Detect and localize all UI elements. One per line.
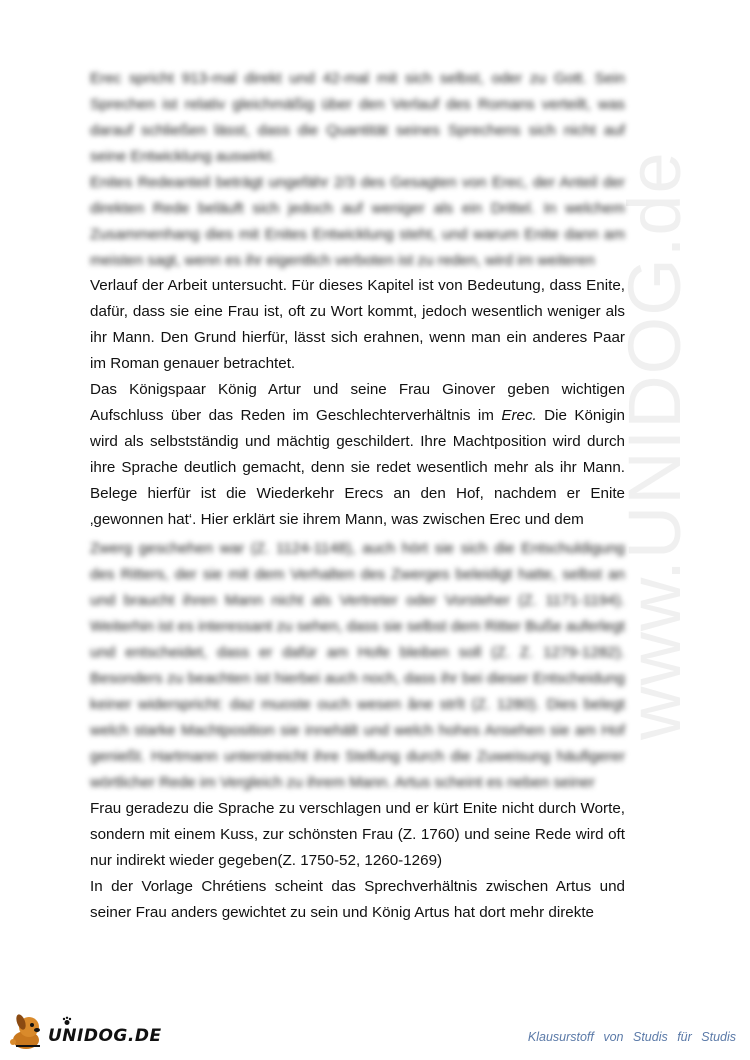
blurred-paragraph-middle (90, 536, 625, 800)
logo-text: UNIDOG.DE (48, 1026, 162, 1046)
unidog-logo (4, 1010, 164, 1054)
watermark-text: www.UNIDOG.de (613, 151, 696, 740)
blurred-paragraphs-top (90, 66, 625, 273)
paw-icon (62, 1016, 72, 1026)
footer-tagline: Klausurstoff von Studis für Studis (527, 1030, 736, 1044)
paragraph: Verlauf der Arbeit untersucht. Für dieses Kapitel ist von Bedeutung, dass Enite, dafür, dass sie eine Frau ist, oft zu Wort kommt, jedoch wesentlich weniger als ihr Mann. Den Grund hierfür, lässt sich erahnen, wenn man ein anderes Paar im Roman genauer betrachtet. (90, 277, 625, 372)
text-run: Das Königspaar König Artur und seine Frau Ginover geben wichtigen Aufschluss über das Reden im Geschlechterverhältnis im (90, 381, 625, 424)
paragraph: In der Vorlage Chrétiens scheint das Sprechverhältnis zwischen Artus und seiner Frau anders gewichtet zu sein und König Artus hat dort mehr direkte (90, 878, 625, 921)
paragraph: Erec spricht 913-mal direkt und 42-mal mit sich selbst, oder zu Gott. Sein Sprechen ist relativ gleichmäßig über den Verlauf des Romans verteilt, was darauf schließen lässt, dass die Quantität seines Sprechens sich nicht auf seine Entwicklung auswirkt. (90, 70, 625, 165)
paragraph: Frau geradezu die Sprache zu verschlagen und er kürt Enite nicht durch Worte, sondern mit einem Kuss, zur schönsten Frau (Z. 1760) und seine Rede wird oft nur indirekt wieder gegeben(Z. 1750-52, 1260-1269) (90, 800, 625, 869)
paragraph (90, 377, 625, 533)
visible-paragraphs-bottom (90, 796, 625, 926)
dog-mascot-icon (4, 1010, 48, 1054)
paragraph: Zwerg geschehen war (Z. 1124-1148), auch hört sie sich die Entschuldigung des Ritters, der sie mit dem Verhalten des Zwerges beleidigt hatte, selbst an und braucht ihren Mann nicht als Vertreter oder Vorsteher (Z. 1171-1194). Weiterhin ist es interessant zu sehen, dass sie selbst dem Ritter Buße auferlegt und entscheidet, dass er dafür am Hofe bleiben soll (Z. Z. 1279-1282). Besonders zu beachten ist hierbei auch noch, dass ihr bei dieser Entscheidung keiner widerspricht: daz muoste ouch wesen âne strît (Z. 1280). Dies belegt welch starke Machtposition sie innehält und welch hohes Ansehen sie am Hof genießt. Hartmann unterstreicht ihre Stellung durch die Zuweisung häufigerer wörtlicher Rede im Vergleich zu ihrem Mann. Artus scheint es neben seiner (90, 540, 625, 791)
paragraph: Enites Redeanteil beträgt ungefähr 2/3 des Gesagten von Erec, der Anteil der direkten Rede beläuft sich jedoch auf weniger als ein Drittel. In welchem Zusammenhang dies mit Enites Entwicklung steht, und warum Enite dann am meisten sagt, wenn es ihr eigentlich verboten ist zu reden, wird im weiteren (90, 174, 625, 269)
text-run: Die Königin wird als selbstständig und mächtig geschildert. Ihre Machtposition wird durch ihre Sprache deutlich gemacht, denn sie redet wesentlich mehr als ihr Mann. Belege hierfür ist die Wiederkehr Erecs an den Hof, nachdem er Enite ‚gewonnen hat‘. Hier erklärt sie ihrem Mann, was zwischen Erec und dem (90, 407, 625, 528)
work-title: Erec. (501, 407, 537, 424)
visible-paragraphs-middle (90, 273, 625, 533)
